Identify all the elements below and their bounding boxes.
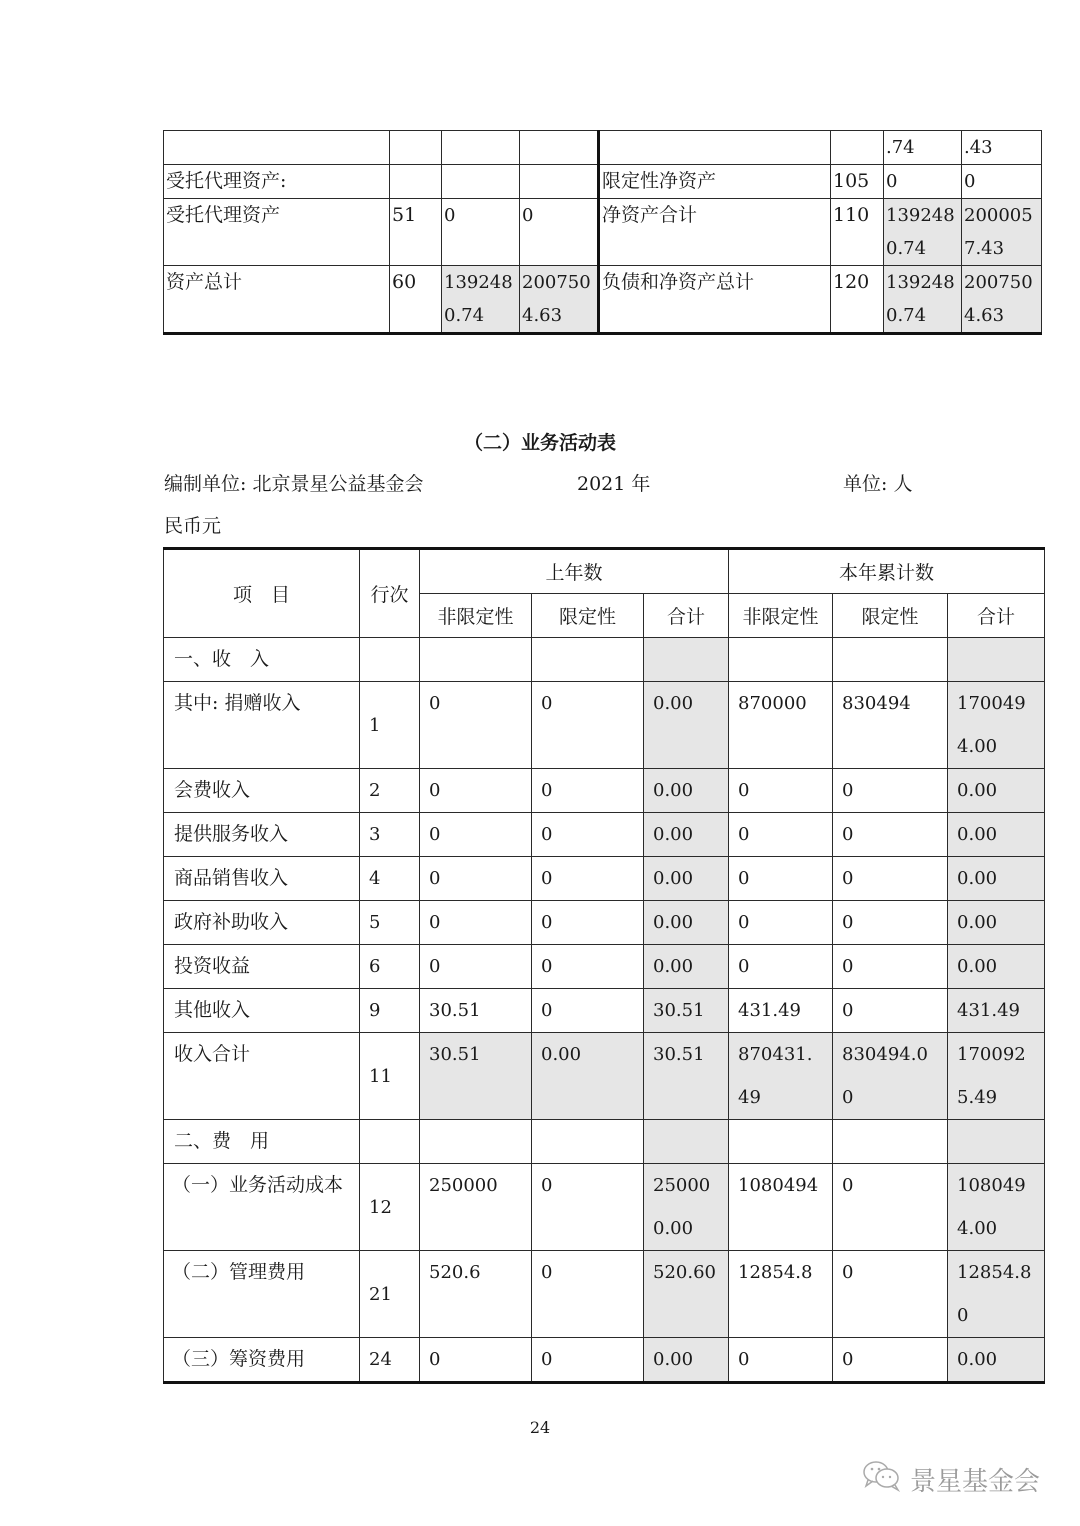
table-row [164,857,1045,901]
prev-unrestricted: 0 [420,769,532,813]
header-row [164,549,1045,594]
prev-unrestricted [420,1120,532,1164]
prev-restricted: 0 [532,945,644,989]
balance-sheet-table [163,130,1042,335]
header-cur-restricted: 限定性 [833,594,948,638]
cur-unrestricted: 0 [729,769,833,813]
left-line [390,131,442,165]
item-label: 提供服务收入 [164,813,360,857]
right-begin: 1392480.74 [884,266,962,334]
item-label: （二）管理费用 [164,1251,360,1338]
table-row [164,682,1045,769]
right-item [599,131,831,165]
prev-total: 0.00 [644,857,729,901]
item-label: 其他收入 [164,989,360,1033]
prev-unrestricted [420,638,532,682]
line-no: 12 [360,1164,420,1251]
prev-total: 0.00 [644,945,729,989]
right-line: 105 [831,165,884,199]
prev-restricted: 0 [532,1164,644,1251]
header-cur-unrestricted: 非限定性 [729,594,833,638]
item-label: 其中: 捐赠收入 [164,682,360,769]
line-no: 6 [360,945,420,989]
header-prev-unrestricted: 非限定性 [420,594,532,638]
item-label: 二、费 用 [164,1120,360,1164]
page-number: 24 [529,1418,551,1437]
prev-unrestricted: 0 [420,945,532,989]
prev-restricted: 0 [532,769,644,813]
cur-total: 0.00 [948,1338,1045,1383]
line-no: 9 [360,989,420,1033]
cur-total: 1700494.00 [948,682,1045,769]
prev-restricted [532,1120,644,1164]
cur-unrestricted: 0 [729,945,833,989]
table-row [164,131,1042,165]
cur-restricted: 0 [833,1251,948,1338]
right-line [831,131,884,165]
left-end: 2007504.63 [520,266,599,334]
prev-restricted: 0 [532,857,644,901]
table-row [164,199,1042,266]
table-row [164,1033,1045,1120]
cur-unrestricted: 0 [729,813,833,857]
cur-restricted: 0 [833,1164,948,1251]
cur-restricted: 0 [833,989,948,1033]
right-begin: 0 [884,165,962,199]
prev-unrestricted: 0 [420,813,532,857]
right-begin: 1392480.74 [884,199,962,266]
prev-total [644,1120,729,1164]
left-item [164,131,390,165]
prev-total [644,638,729,682]
prev-total: 250000.00 [644,1164,729,1251]
right-item: 限定性净资产 [599,165,831,199]
report-year: 2021 年 [577,473,651,495]
left-end: 0 [520,199,599,266]
prev-unrestricted: 0 [420,1338,532,1383]
cur-restricted: 0 [833,945,948,989]
header-prev-year: 上年数 [420,549,729,594]
cur-total: 0.00 [948,901,1045,945]
header-prev-total: 合计 [644,594,729,638]
watermark [862,1460,1040,1499]
cur-restricted: 0 [833,1338,948,1383]
prev-unrestricted: 0 [420,857,532,901]
prev-total: 30.51 [644,989,729,1033]
table-row [164,266,1042,334]
right-end: 2007504.63 [962,266,1042,334]
cur-unrestricted: 0 [729,901,833,945]
header-curr-year: 本年累计数 [729,549,1045,594]
org-label: 编制单位: 北京景星公益基金会 [164,473,424,495]
wechat-icon [862,1460,902,1499]
cur-restricted: 0 [833,769,948,813]
line-no: 3 [360,813,420,857]
header-cur-total: 合计 [948,594,1045,638]
table-row [164,638,1045,682]
prev-unrestricted: 520.6 [420,1251,532,1338]
cur-unrestricted: 0 [729,857,833,901]
cur-restricted: 830494 [833,682,948,769]
prev-unrestricted: 250000 [420,1164,532,1251]
table-row [164,1164,1045,1251]
left-item: 资产总计 [164,266,390,334]
item-label: 政府补助收入 [164,901,360,945]
left-begin: 0 [442,199,520,266]
cur-restricted [833,1120,948,1164]
cur-total: 1080494.00 [948,1164,1045,1251]
left-item: 受托代理资产: [164,165,390,199]
item-label: 会费收入 [164,769,360,813]
cur-total: 12854.80 [948,1251,1045,1338]
line-no: 21 [360,1251,420,1338]
activity-table [163,547,1045,1384]
prev-total: 30.51 [644,1033,729,1120]
line-no [360,638,420,682]
line-no: 2 [360,769,420,813]
prev-restricted [532,638,644,682]
line-no: 24 [360,1338,420,1383]
prev-total: 520.60 [644,1251,729,1338]
line-no [360,1120,420,1164]
item-label: 投资收益 [164,945,360,989]
line-no: 5 [360,901,420,945]
header-prev-restricted: 限定性 [532,594,644,638]
cur-unrestricted: 870000 [729,682,833,769]
left-begin: 1392480.74 [442,266,520,334]
prev-restricted: 0 [532,1251,644,1338]
prev-restricted: 0 [532,1338,644,1383]
header-line: 行次 [360,549,420,638]
header-item: 项 目 [164,549,360,638]
prev-total: 0.00 [644,813,729,857]
item-label: （一）业务活动成本 [164,1164,360,1251]
cur-restricted: 0 [833,857,948,901]
cur-unrestricted [729,638,833,682]
prev-unrestricted: 0 [420,901,532,945]
right-end: 0 [962,165,1042,199]
left-item: 受托代理资产 [164,199,390,266]
right-line: 110 [831,199,884,266]
cur-restricted: 0 [833,901,948,945]
item-label: 商品销售收入 [164,857,360,901]
left-line: 51 [390,199,442,266]
cur-unrestricted [729,1120,833,1164]
cur-total: 0.00 [948,813,1045,857]
cur-total [948,638,1045,682]
left-end [520,131,599,165]
cur-total: 0.00 [948,769,1045,813]
table-row [164,1120,1045,1164]
section-title: （二）业务活动表 [463,432,616,454]
table-row [164,165,1042,199]
right-end: 2000057.43 [962,199,1042,266]
cur-unrestricted: 0 [729,1338,833,1383]
table-row [164,1338,1045,1383]
left-line: 60 [390,266,442,334]
table-row [164,769,1045,813]
item-label: 一、收 入 [164,638,360,682]
right-end: .43 [962,131,1042,165]
cur-total: 0.00 [948,857,1045,901]
table-row [164,945,1045,989]
item-label: 收入合计 [164,1033,360,1120]
prev-restricted: 0 [532,682,644,769]
right-begin: .74 [884,131,962,165]
table-row [164,813,1045,857]
cur-unrestricted: 431.49 [729,989,833,1033]
watermark-text: 景星基金会 [910,1467,1041,1497]
table-row [164,1251,1045,1338]
line-no: 1 [360,682,420,769]
prev-total: 0.00 [644,901,729,945]
line-no: 11 [360,1033,420,1120]
prev-total: 0.00 [644,682,729,769]
left-end [520,165,599,199]
prev-total: 0.00 [644,1338,729,1383]
cur-total [948,1120,1045,1164]
currency-unit-part1: 单位: 人 [843,473,913,495]
prev-restricted: 0 [532,901,644,945]
cur-restricted: 830494.00 [833,1033,948,1120]
left-line [390,165,442,199]
item-label: （三）筹资费用 [164,1338,360,1383]
left-begin [442,165,520,199]
right-item: 负债和净资产总计 [599,266,831,334]
cur-restricted: 0 [833,813,948,857]
prev-restricted: 0 [532,989,644,1033]
cur-total: 1700925.49 [948,1033,1045,1120]
prev-unrestricted: 30.51 [420,1033,532,1120]
prev-restricted: 0.00 [532,1033,644,1120]
table-row [164,901,1045,945]
cur-unrestricted: 12854.8 [729,1251,833,1338]
cur-unrestricted: 1080494 [729,1164,833,1251]
left-begin [442,131,520,165]
line-no: 4 [360,857,420,901]
cur-total: 431.49 [948,989,1045,1033]
right-line: 120 [831,266,884,334]
prev-unrestricted: 0 [420,682,532,769]
cur-total: 0.00 [948,945,1045,989]
prev-restricted: 0 [532,813,644,857]
right-item: 净资产合计 [599,199,831,266]
prev-unrestricted: 30.51 [420,989,532,1033]
table-row [164,989,1045,1033]
cur-unrestricted: 870431.49 [729,1033,833,1120]
prev-total: 0.00 [644,769,729,813]
cur-restricted [833,638,948,682]
currency-unit-part2: 民币元 [164,515,222,537]
